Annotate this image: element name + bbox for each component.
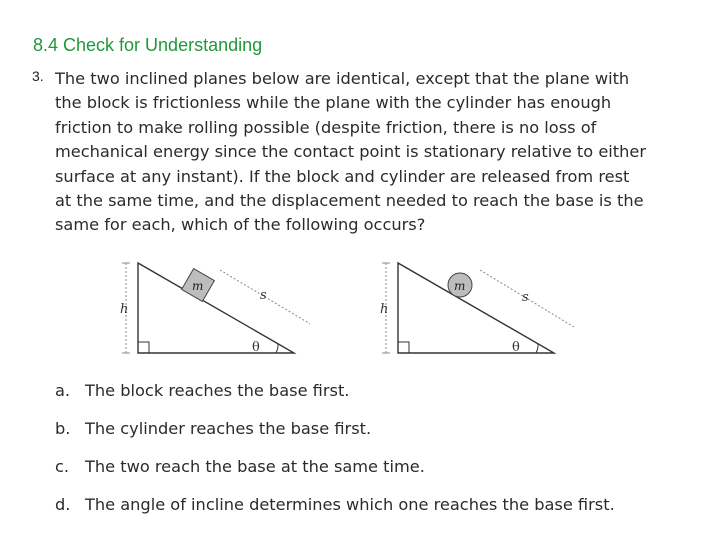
option-letter: b. xyxy=(55,419,71,438)
answer-option-a[interactable] xyxy=(55,381,349,400)
answer-option-d[interactable] xyxy=(55,495,615,514)
right-angle-marker xyxy=(398,342,409,353)
answer-option-c[interactable] xyxy=(55,457,425,476)
incline-triangle xyxy=(398,263,554,353)
incline-triangle xyxy=(138,263,294,353)
option-text: The angle of incline determines which one reaches the base first. xyxy=(85,495,615,514)
option-letter: a. xyxy=(55,381,71,400)
angle-label: θ xyxy=(512,340,520,355)
cylinder-mass-label: m xyxy=(454,279,466,293)
question-line: at the same time, and the displacement needed to reach the base is the xyxy=(55,191,644,211)
angle-arc xyxy=(276,344,278,353)
question-line: the block is frictionless while the plane with the cylinder has enough xyxy=(55,93,612,113)
block-incline-diagram xyxy=(110,255,310,360)
answer-option-b[interactable] xyxy=(55,419,371,438)
height-label: h xyxy=(380,302,389,317)
option-text: The cylinder reaches the base first. xyxy=(85,419,372,438)
question-line: The two inclined planes below are identical, except that the plane with xyxy=(55,69,630,88)
question-line: same for each, which of the following occurs? xyxy=(55,215,426,235)
page-title: 8.4 Check for Understanding xyxy=(33,35,263,55)
option-text: The block reaches the base first. xyxy=(85,381,350,400)
question-line: friction to make rolling possible (despite friction, there is no loss of xyxy=(55,117,597,137)
angle-label: θ xyxy=(252,340,260,355)
question-number: 3. xyxy=(32,68,44,84)
block-mass-label: m xyxy=(192,279,204,293)
height-label: h xyxy=(120,302,129,317)
question-line: mechanical energy since the contact point is stationary relative to either xyxy=(55,142,646,162)
question-line: surface at any instant). If the block and cylinder are released from rest xyxy=(55,166,630,186)
question-text xyxy=(55,67,675,238)
right-angle-marker xyxy=(138,342,149,353)
cylinder-incline-diagram xyxy=(370,255,580,360)
distance-label: s xyxy=(260,288,267,303)
option-letter: c. xyxy=(55,457,70,476)
option-letter: d. xyxy=(55,495,71,514)
distance-label: s xyxy=(522,290,529,305)
option-text: The two reach the base at the same time. xyxy=(85,457,425,476)
angle-arc xyxy=(536,344,538,353)
